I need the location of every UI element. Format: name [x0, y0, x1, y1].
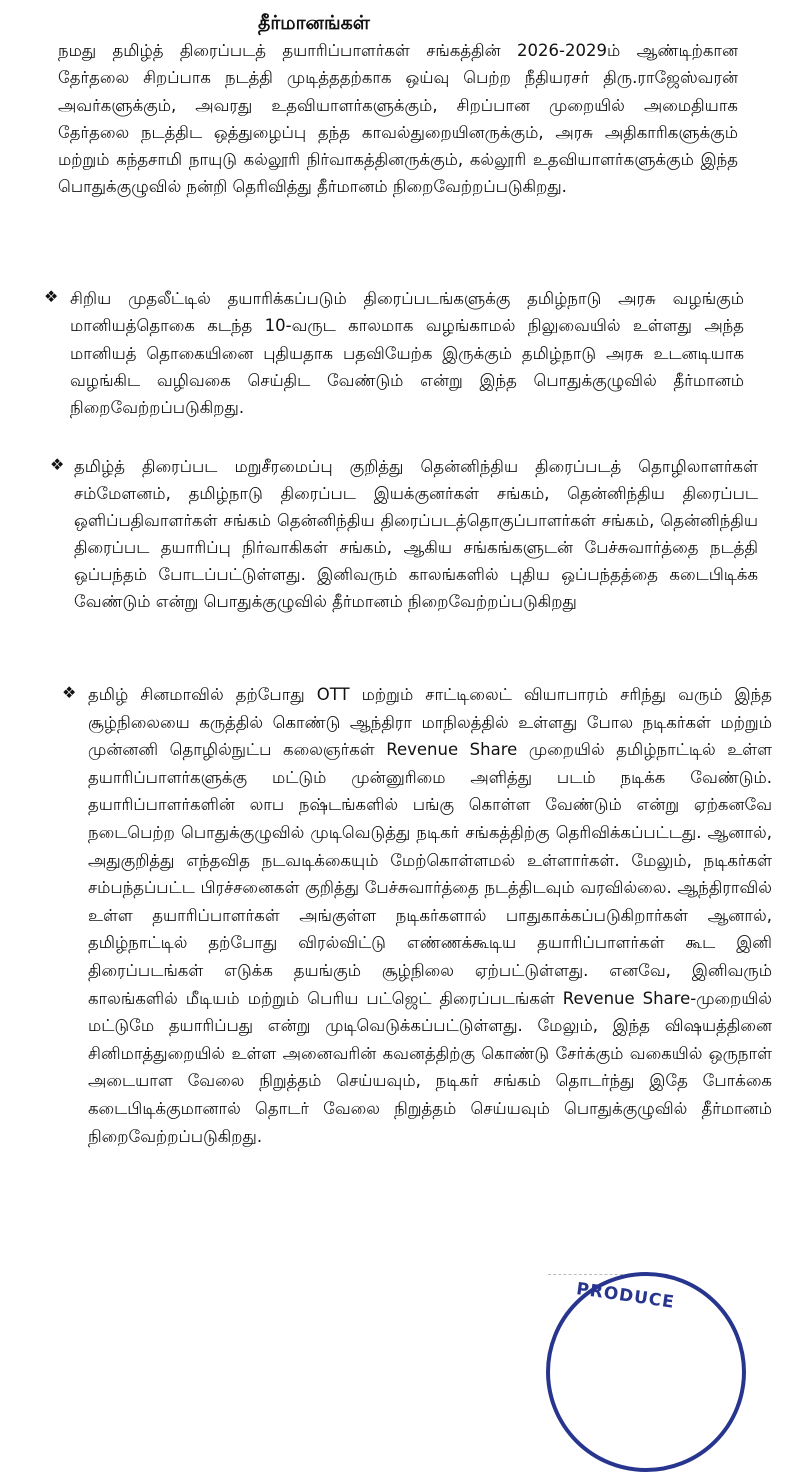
resolution-text: தமிழ் சினமாவில் தற்போது OTT மற்றும் சாட்டிலைட் வியாபாரம் சரிந்து வரும் இந்த சூழ்நிலையை கருத்தில் கொண்டு ஆந்திரா மாநிலத்தில் உள்ளது போல நடிகர்கள் மற்றும் முன்னனி தொழில்நுட்ப கலைஞர்கள் Revenue Share முறையில் தமிழ்நாட்டில் உள்ள தயாரிப்பாளர்களுக்கு மட்டும் முன்னுரிமை அளித்து படம் நடிக்க வேண்டும். தயாரிப்பாளர்களின் லாப நஷ்டங்களில் பங்கு கொள்ள வேண்டும் என்று ஏற்கனவே நடைபெற்ற பொதுக்குழுவில் முடிவெடுத்து நடிகர் சங்கத்திற்கு தெரிவிக்கப்பட்டது. ஆனால், அதுகுறித்து எந்தவித நடவடிக்கையும் மேற்கொள்ளமல் உள்ளார்கள். மேலும், நடிகர்கள் சம்பந்தப்பட்ட பிரச்சனைகள் குறித்து பேச்சுவார்த்தை நடத்திடவும் வரவில்லை. ஆந்திராவில் உள்ள தயாரிப்பாளர்கள் அங்குள்ள நடிகர்களால் பாதுகாக்கப்படுகிறார்கள் ஆனால், தமிழ்நாட்டில் தற்போது விரல்விட்டு எண்ணக்கூடிய தயாரிப்பாளர்கள் கூட இனி திரைப்படங்கள் எடுக்க தயங்கும் சூழ்நிலை ஏற்பட்டுள்ளது. எனவே, இனிவரும் காலங்களில் மீடியம் மற்றும் பெரிய பட்ஜெட் திரைப்படங்கள் Revenue Share-முறையில் மட்டுமே தயாரிப்பது என்று முடிவெடுக்கப்பட்டுள்ளது. மேலும், இந்த விஷயத்தினை சினிமாத்துறையில் உள்ள அனைவரின் கவனத்திற்கு கொண்டு சேர்க்கும் வகையில் ஒருநாள் அடையாள வேலை நிறுத்தம் செய்யவும், நடிகர் சங்கம் தொடர்ந்து இதே போக்கை கடைபிடிக்குமானால் தொடர் வேலை நிறுத்தம் செய்யவும் பொதுக்குழுவில் தீர்மானம் நிறைவேற்றப்படுகிறது.	[88, 685, 772, 1146]
page-title: தீர்மானங்கள்	[258, 12, 370, 34]
intro-paragraph: நமது தமிழ்த் திரைப்படத் தயாரிப்பாளர்கள் சங்கத்தின் 2026-2029ம் ஆண்டிற்கான தேர்தலை சிறப்பாக நடத்தி முடித்ததற்காக ஒய்வு பெற்ற நீதியரசர் திரு.ராஜேஸ்வரன் அவர்களுக்கும், அவரது உதவியாளர்களுக்கும், சிறப்பான முறையில் அமைதியாக தேர்தலை நடத்திட ஒத்துழைப்பு தந்த காவல்துறையினருக்கும், அரசு அதிகாரிகளுக்கும் மற்றும் கந்தசாமி நாயுடு கல்லூரி நிர்வாகத்தினருக்கும், கல்லூரி உதவியாளர்களுக்கும் இந்த பொதுக்குழுவில் நன்றி தெரிவித்து தீர்மானம் நிறைவேற்றப்படுகிறது.	[58, 41, 738, 197]
resolution-item	[44, 285, 744, 421]
diamond-dots-icon: ❖	[44, 287, 59, 306]
resolution-text: தமிழ்த் திரைப்பட மறுசீரமைப்பு குறித்து தென்னிந்திய திரைப்படத் தொழிலாளர்கள் சம்மேளனம், தமிழ்நாடு திரைப்பட இயக்குனர்கள் சங்கம், தென்னிந்திய திரைப்பட ஒளிப்பதிவாளர்கள் சங்கம் தென்னிந்திய திரைப்படத்தொகுப்பாளர்கள் சங்கம், தென்னிந்திய திரைப்பட தயாரிப்பு நிர்வாகிகள் சங்கம், ஆகிய சங்கங்களுடன் பேச்சுவார்த்தை நடத்தி ஒப்பந்தம் போடப்பட்டுள்ளது. இனிவரும் காலங்களில் புதிய ஒப்பந்தத்தை கடைபிடிக்க வேண்டும் என்று பொதுக்குழுவில் தீர்மானம் நிறைவேற்றப்படுகிறது	[74, 457, 758, 611]
diamond-dots-icon: ❖	[62, 683, 77, 702]
resolution-item	[62, 681, 772, 1150]
resolution-item	[50, 453, 758, 615]
diamond-dots-icon: ❖	[50, 455, 65, 474]
seal-text: PRODUCE	[575, 1279, 676, 1313]
resolution-text: சிறிய முதலீட்டில் தயாரிக்கப்படும் திரைப்படங்களுக்கு தமிழ்நாடு அரசு வழங்கும் மானியத்தொகை கடந்த 10-வருட காலமாக வழங்காமல் நிலுவையில் உள்ளது அந்த மானியத் தொகையினை புதியதாக பதவியேற்க இருக்கும் தமிழ்நாடு அரசு உடனடியாக வழங்கிட வழிவகை செய்திட வேண்டும் என்று இந்த பொதுக்குழுவில் தீர்மானம் நிறைவேற்றப்படுகிறது.	[70, 289, 744, 418]
